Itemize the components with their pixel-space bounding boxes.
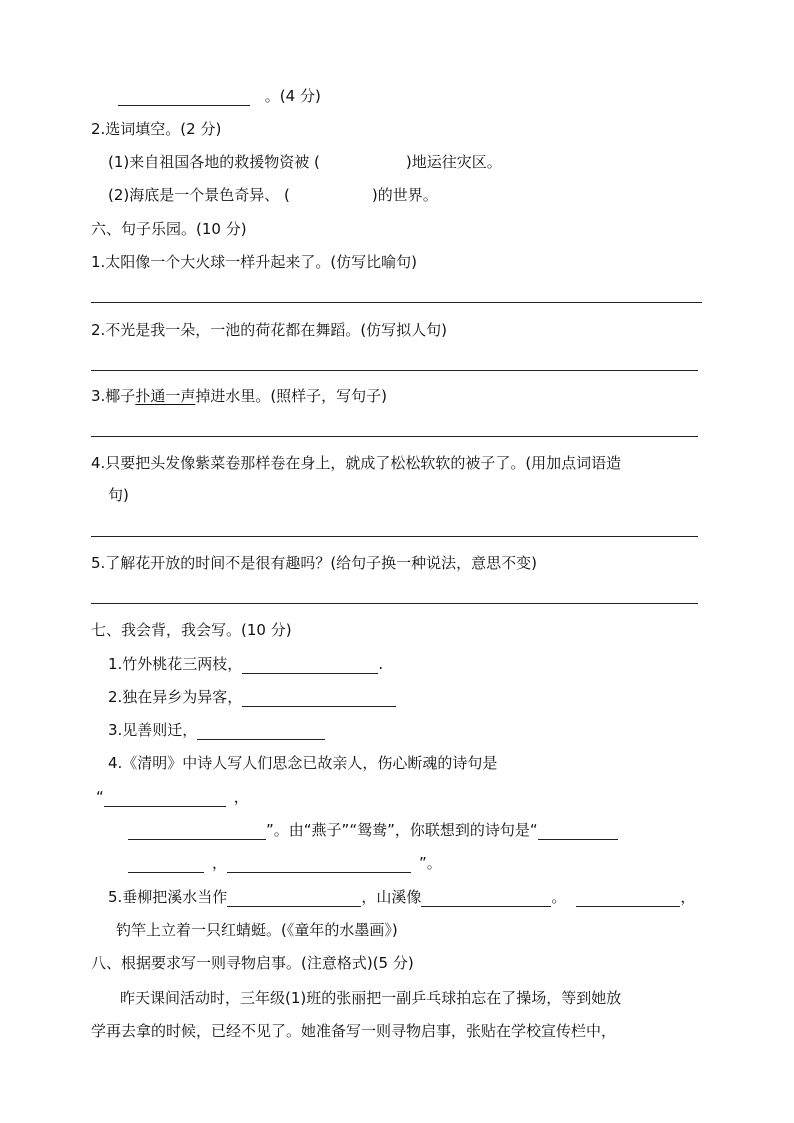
s8-paragraph-line-2: 学再去拿的时候，已经不见了。她准备写一则寻物启事，张贴在学校宣传栏中， bbox=[91, 1022, 617, 1040]
answer-line[interactable] bbox=[91, 302, 702, 303]
q2-sentence-1 bbox=[108, 152, 502, 172]
s6-item-3 bbox=[91, 386, 387, 406]
s6-i3-pre: 3.椰子 bbox=[91, 387, 136, 405]
s6-i3-underlined: 扑通一声 bbox=[135, 387, 196, 405]
s7-l1-end: . bbox=[378, 655, 384, 673]
s7-line-4b bbox=[96, 787, 249, 807]
s7-l4-c-comma: ， bbox=[212, 854, 228, 872]
answer-blank[interactable] bbox=[104, 791, 226, 807]
section-6-title: 六、句子乐园。(10 分) bbox=[91, 220, 247, 238]
answer-line[interactable] bbox=[91, 370, 698, 371]
answer-line[interactable] bbox=[91, 436, 698, 437]
s7-l5-c: 。 bbox=[551, 888, 567, 906]
answer-blank[interactable] bbox=[128, 857, 204, 873]
s7-line-5 bbox=[108, 887, 695, 907]
answer-blank[interactable] bbox=[118, 90, 250, 106]
s7-l4-comma: ， bbox=[233, 788, 249, 806]
answer-blank[interactable] bbox=[227, 857, 411, 873]
answer-blank[interactable] bbox=[242, 691, 396, 707]
section-8-title: 八、根据要求写一则寻物启事。(注意格式)(5 分) bbox=[91, 954, 414, 972]
question-2-title: 2.选词填空。(2 分) bbox=[91, 120, 222, 138]
answer-blank[interactable] bbox=[227, 891, 361, 907]
s7-l3-text: 3.见善则迁， bbox=[108, 721, 198, 739]
s7-l5-d: ， bbox=[680, 888, 696, 906]
s7-line-3 bbox=[108, 720, 325, 740]
q2-s2-pre: (2)海底是一个景色奇异、 ( bbox=[108, 186, 290, 204]
q2-s2-post: )的世界。 bbox=[371, 186, 438, 204]
s6-item-5: 5.了解花开放的时间不是很有趣吗？(给句子换一种说法，意思不变) bbox=[91, 554, 538, 572]
s7-l1-text: 1.竹外桃花三两枝， bbox=[108, 655, 243, 673]
s7-line-5-cont: 钓竿上立着一只红蜻蜓。(《童年的水墨画》) bbox=[116, 921, 398, 939]
s7-l4-c-end: ”。 bbox=[419, 854, 442, 872]
s7-l2-text: 2.独在异乡为异客， bbox=[108, 688, 243, 706]
s7-line-2 bbox=[108, 687, 396, 707]
answer-line[interactable] bbox=[91, 536, 698, 537]
q2-s1-post: )地运往灾区。 bbox=[405, 153, 502, 171]
s7-l4-open: “ bbox=[96, 788, 104, 806]
s6-item-1: 1.太阳像一个大火球一样升起来了。(仿写比喻句) bbox=[91, 253, 418, 271]
s7-l5-b: ，山溪像 bbox=[361, 888, 422, 906]
s6-item-4: 4.只要把头发像紫菜卷那样卷在身上，就成了松松软软的被子了。(用加点词语造 bbox=[91, 454, 622, 472]
section-7-title: 七、我会背，我会写。(10 分) bbox=[91, 621, 292, 639]
s7-l5-a: 5.垂柳把溪水当作 bbox=[108, 888, 228, 906]
score-note: 。(4 分) bbox=[264, 87, 321, 105]
s7-line-4c bbox=[128, 820, 618, 840]
s6-item-2: 2.不光是我一朵，一池的荷花都在舞蹈。(仿写拟人句) bbox=[91, 321, 448, 339]
answer-blank[interactable] bbox=[576, 891, 680, 907]
s8-paragraph-line-1: 昨天课间活动时，三年级(1)班的张丽把一副乒乓球拍忘在了操场，等到她放 bbox=[120, 989, 622, 1007]
s7-line-1 bbox=[108, 654, 383, 674]
s6-item-4-cont: 句) bbox=[108, 486, 129, 504]
s7-line-4: 4.《清明》中诗人写人们思念已故亲人，伤心断魂的诗句是 bbox=[108, 754, 498, 772]
s7-l4-b: ”。由“燕子”“鸳鸯”，你联想到的诗句是“ bbox=[266, 821, 538, 839]
q2-s1-pre: (1)来自祖国各地的救援物资被 ( bbox=[108, 153, 320, 171]
answer-blank[interactable] bbox=[242, 658, 378, 674]
answer-line[interactable] bbox=[91, 603, 698, 604]
answer-blank[interactable] bbox=[197, 724, 325, 740]
q2-sentence-2 bbox=[108, 185, 438, 205]
answer-blank[interactable] bbox=[421, 891, 551, 907]
s6-i3-post: 掉进水里。(照样子，写句子) bbox=[195, 387, 388, 405]
s7-line-4d bbox=[128, 853, 442, 873]
answer-blank[interactable] bbox=[128, 824, 266, 840]
answer-blank[interactable] bbox=[538, 824, 618, 840]
top-answer-line bbox=[118, 86, 321, 106]
